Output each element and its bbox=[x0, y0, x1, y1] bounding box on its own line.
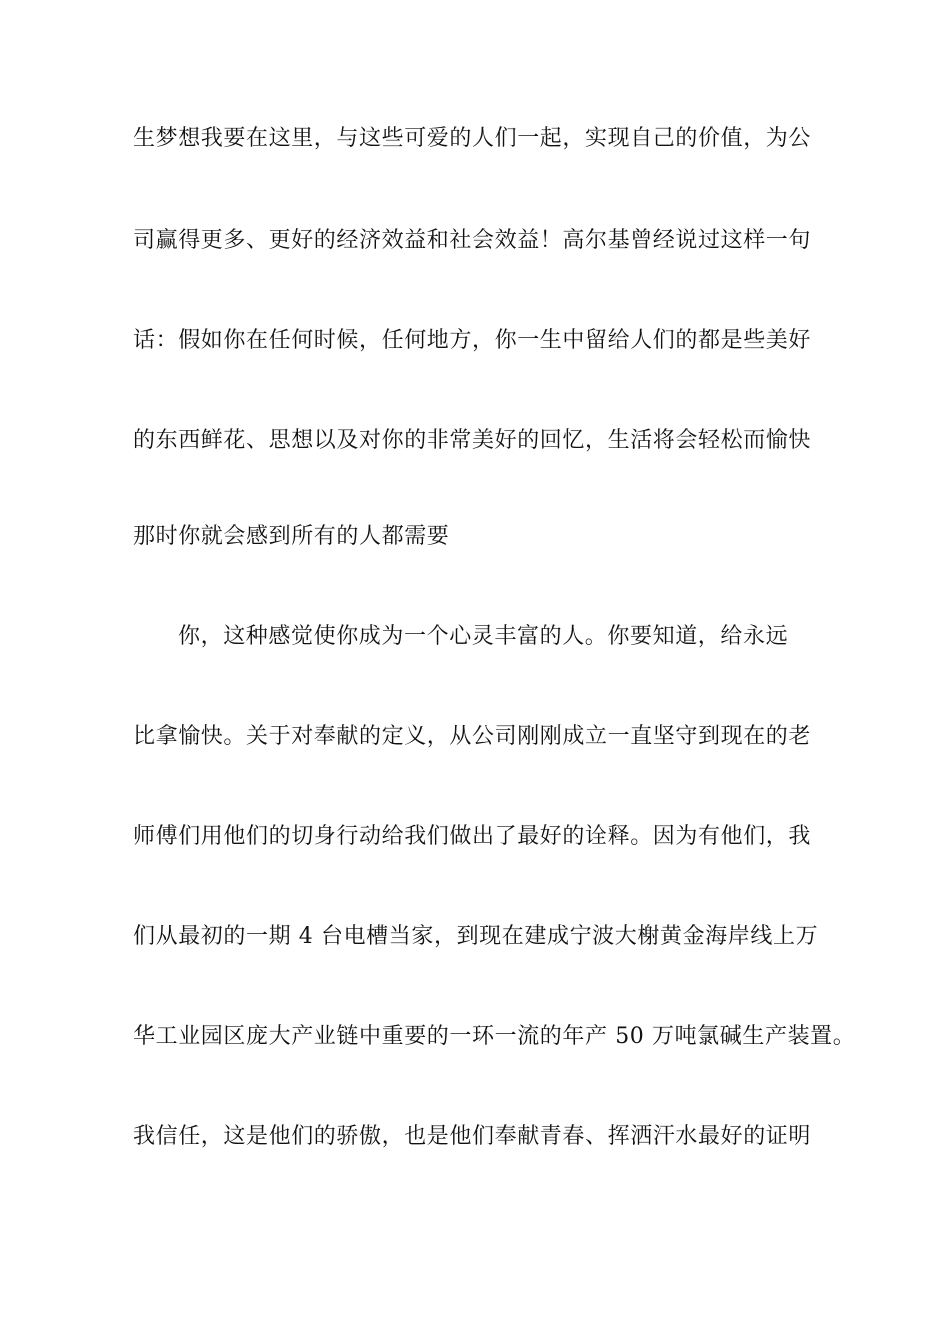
text-line: 话：假如你在任何时候，任何地方，你一生中留给人们的都是些美好 bbox=[133, 328, 812, 353]
text-line: 的东西鲜花、思想以及对你的非常美好的回忆，生活将会轻松而愉快 bbox=[133, 428, 812, 453]
text-line: 师傅们用他们的切身行动给我们做出了最好的诠释。因为有他们，我 bbox=[133, 824, 812, 849]
text-line: 司赢得更多、更好的经济效益和社会效益！高尔基曾经说过这样一句 bbox=[133, 228, 812, 253]
text-line: 华工业园区庞大产业链中重要的一环一流的年产 50 万吨氯碱生产装置。 bbox=[133, 1024, 856, 1049]
text-line: 们从最初的一期 4 台电槽当家，到现在建成宁波大榭黄金海岸线上万 bbox=[133, 924, 819, 949]
text-line: 那时你就会感到所有的人都需要 bbox=[133, 524, 450, 549]
text-line: 比拿愉快。关于对奉献的定义，从公司刚刚成立一直坚守到现在的老 bbox=[133, 724, 812, 749]
text-line: 生梦想我要在这里，与这些可爱的人们一起，实现自己的价值，为公 bbox=[133, 126, 812, 151]
paragraph-first-line: 你，这种感觉使你成为一个心灵丰富的人。你要知道，给永远 bbox=[178, 624, 789, 649]
text-line: 我信任，这是他们的骄傲，也是他们奉献青春、挥洒汗水最好的证明 bbox=[133, 1124, 812, 1149]
